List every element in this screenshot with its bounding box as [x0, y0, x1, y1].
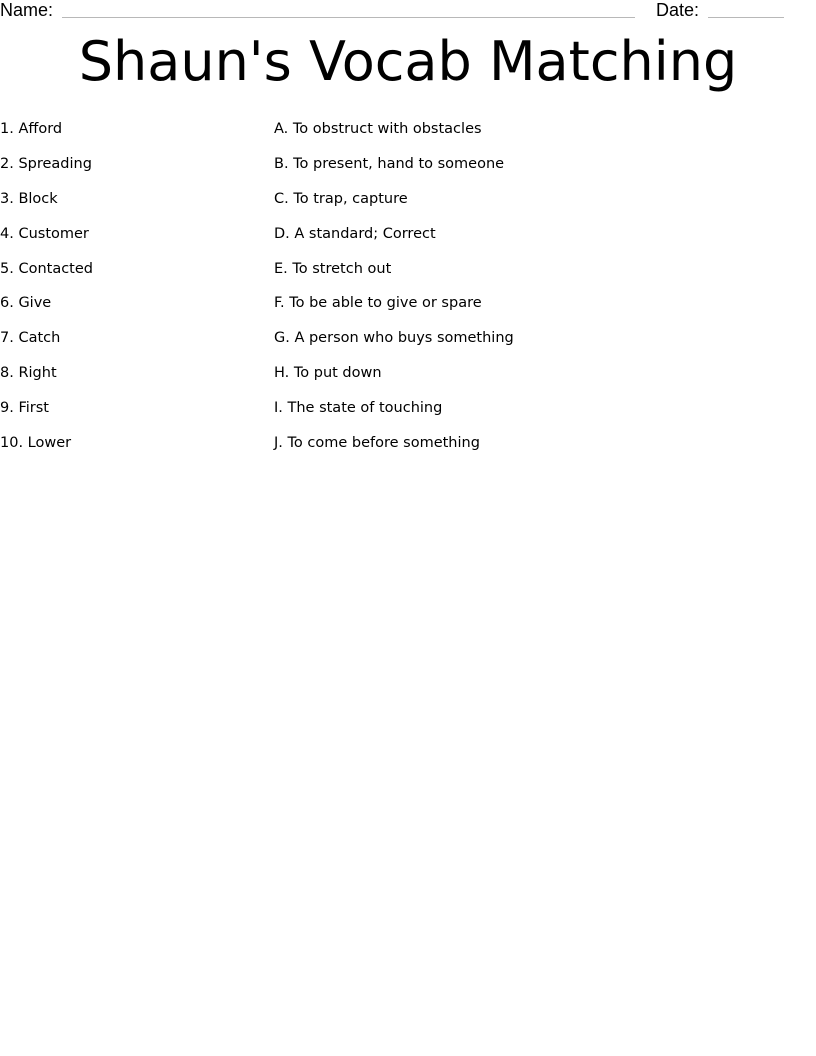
name-label: Name: — [0, 0, 54, 20]
date-blank-line[interactable] — [708, 17, 784, 18]
definition-item: J. To come before something — [274, 435, 480, 452]
name-blank-line[interactable] — [62, 17, 635, 18]
term-item: 2. Spreading — [0, 155, 92, 172]
term-item: 6. Give — [0, 295, 52, 312]
definitions-list — [274, 112, 514, 461]
definition-item: B. To present, hand to someone — [274, 155, 505, 172]
term-item: 1. Afford — [0, 121, 63, 137]
definition-item: A. To obstruct with obstacles — [274, 121, 482, 137]
term-item: 7. Catch — [0, 330, 61, 347]
definition-item: G. A person who buys something — [274, 330, 514, 347]
term-item: 5. Contacted — [0, 260, 93, 277]
definition-item: E. To stretch out — [274, 260, 392, 277]
term-item: 9. First — [0, 400, 49, 417]
definition-item: C. To trap, capture — [274, 190, 408, 207]
definition-item: I. The state of touching — [274, 400, 443, 417]
definition-item: D. A standard; Correct — [274, 225, 436, 242]
terms-list — [0, 112, 93, 461]
term-item: 3. Block — [0, 190, 58, 207]
term-item: 8. Right — [0, 365, 57, 382]
page-title: Shaun's Vocab Matching — [78, 30, 738, 93]
date-label: Date: — [656, 0, 700, 20]
definition-item: F. To be able to give or spare — [274, 295, 482, 312]
definition-item: H. To put down — [274, 365, 382, 382]
term-item: 4. Customer — [0, 225, 89, 242]
term-item: 10. Lower — [0, 435, 72, 452]
worksheet-header — [0, 0, 816, 22]
